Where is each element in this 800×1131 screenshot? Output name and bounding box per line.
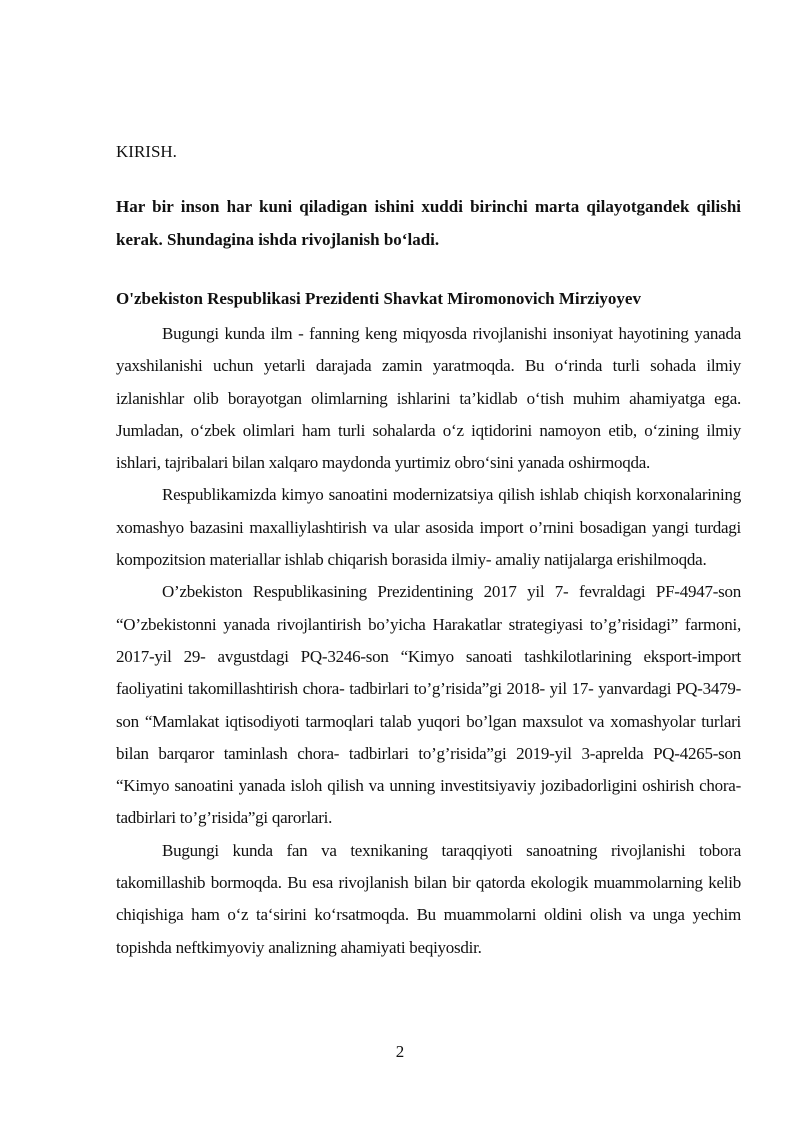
paragraph: O’zbekiston Respublikasining Prezidentining 2017 yil 7- fevraldagi PF-4947-son “O’zbekistonni yanada rivojlantirish bo’yicha Harakatlar strategiyasi to’g’risidagi” farmoni, 2017-yil 29- avgustdagi PQ-3246-son “Kimyo sanoati tashkilotlarining eksport-import faoliyatini takomillashtirish chora- tadbirlari to’g’risida”gi 2018- yil 17- yanvardagi PQ-3479-son “Mamlakat iqtisodiyoti tarmoqlari talab yuqori bo’lgan maxsulot va xomashyolar turlari bilan barqaror taminlash chora- tadbirlari to’g’risida”gi 2019-yil 3-aprelda PQ-4265-son “Kimyo sanoatini yanada isloh qilish va unning investitsiyaviy jozibadorligini oshirish chora- tadbirlari to’g’risida”gi qarorlari. xyxy=(116,582,741,828)
epigraph-author: O'zbekiston Respublikasi Prezidenti Shavkat Miromonovich Mirziyoyev xyxy=(116,289,641,308)
paragraph: Bugungi kunda fan va texnikaning taraqqiyoti sanoatning rivojlanishi tobora takomillashib bormoqda. Bu esa rivojlanish bilan bir qatorda ekologik muammolarning kelib chiqishiga ham o‘z ta‘sirini ko‘rsatmoqda. Bu muammolarni oldini olish va unga yechim topishda neftkimyoviy analizning ahamiyati beqiyosdir. xyxy=(116,840,741,957)
page-number: 2 xyxy=(395,1042,405,1061)
paragraph: Bugungi kunda ilm - fanning keng miqyosda rivojlanishi insoniyat hayotining yanada yaxshilanishi uchun yetarli darajada zamin yaratmoqda. Bu o‘rinda turli sohada ilmiy izlanishlar olib borayotgan olimlarning ishlarini ta’kidlab o‘tish muhim ahamiyatga ega. Jumladan, o‘zbek olimlari ham turli sohalarda o‘z iqtidorini namoyon etib, o‘zining ilmiy ishlari, tajribalari bilan xalqaro maydonda yurtimiz obro‘sini yanada oshirmoqda. xyxy=(116,324,741,473)
body-text xyxy=(116,318,741,964)
epigraph-quote: Har bir inson har kuni qiladigan ishini xuddi birinchi marta qilayotgandek qilishi kerak. Shundagina ishda rivojlanish bo‘ladi. xyxy=(116,197,741,249)
section-heading: KIRISH. xyxy=(116,142,177,161)
paragraph: Respublikamizda kimyo sanoatini modernizatsiya qilish ishlab chiqish korxonalarining xomashyo bazasini maxalliylashtirish va ular asosida import o’rnini bosadigan yangi turdagi kompozitsion materiallar ishlab chiqarish borasida ilmiy- amaliy natijalarga erishilmoqda. xyxy=(116,485,741,570)
